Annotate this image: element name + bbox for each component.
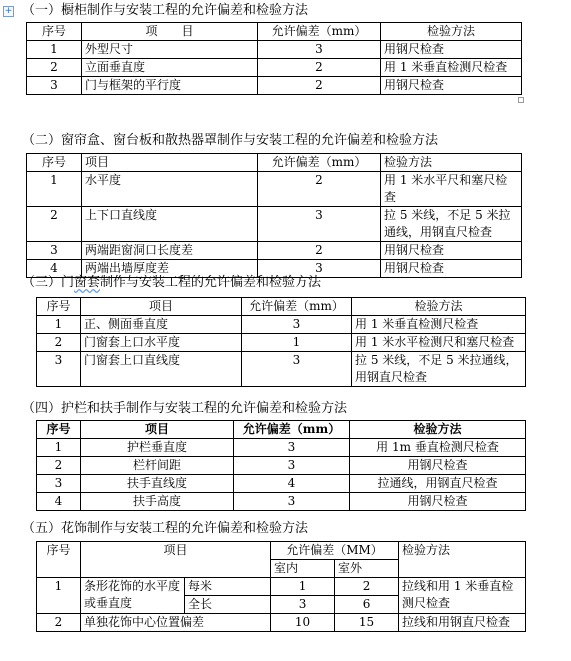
table-row <box>27 77 522 95</box>
table-header-row <box>37 542 526 560</box>
cell-no: 1 <box>37 439 81 457</box>
cell-no: 1 <box>27 172 82 207</box>
header-deviation: 允许偏差（mm） <box>242 298 352 316</box>
table-header-row <box>37 421 526 439</box>
cell-item: 条形花饰的水平度或垂直度 <box>81 578 185 614</box>
cell-method: 拉 5 米线，不足 5 米拉通线，用钢直尺检查 <box>381 207 522 242</box>
cell-no: 2 <box>27 207 82 242</box>
cell-no: 2 <box>27 59 82 77</box>
section-4-title: （四）护栏和扶手制作与安装工程的允许偏差和检验方法 <box>22 401 348 416</box>
header-method: 检验方法 <box>352 298 526 316</box>
cell-no: 2 <box>37 457 81 475</box>
cell-item: 扶手高度 <box>81 493 234 511</box>
cell-method: 拉通线，用钢直尺检查 <box>350 475 526 493</box>
header-deviation: 允许偏差（mm） <box>258 154 381 172</box>
cell-deviation: 3 <box>234 457 350 475</box>
cell-item: 水平度 <box>82 172 258 207</box>
table-header-row <box>27 23 522 41</box>
cell-method: 用钢尺检查 <box>350 457 526 475</box>
table-row <box>37 457 526 475</box>
cell-deviation: 3 <box>242 316 352 334</box>
cell-no: 2 <box>37 614 81 632</box>
table-row <box>37 352 526 387</box>
cell-indoor: 3 <box>271 596 335 614</box>
header-method: 检验方法 <box>381 23 522 41</box>
move-cross-icon[interactable]: + <box>4 6 13 16</box>
cell-no: 1 <box>37 316 81 334</box>
cell-no: 1 <box>37 578 81 614</box>
table-header-row <box>37 298 526 316</box>
cell-deviation: 2 <box>258 77 381 95</box>
cell-no: 4 <box>27 260 82 278</box>
cell-method: 拉线和用 1 米垂直检测尺检查 <box>399 578 526 614</box>
cell-no: 4 <box>37 493 81 511</box>
cell-method: 拉线和用钢直尺检查 <box>399 614 526 632</box>
header-no: 序号 <box>37 421 81 439</box>
cell-deviation: 3 <box>258 41 381 59</box>
table-row <box>37 493 526 511</box>
cell-method: 用 1m 垂直检测尺检查 <box>350 439 526 457</box>
table-row <box>27 172 522 207</box>
table-2 <box>26 153 522 278</box>
cell-item: 门与框架的平行度 <box>82 77 258 95</box>
cell-item: 外型尺寸 <box>82 41 258 59</box>
cell-no: 1 <box>27 41 82 59</box>
section-5-title: （五）花饰制作与安装工程的允许偏差和检验方法 <box>22 521 309 536</box>
cell-method: 用钢尺检查 <box>381 41 522 59</box>
cell-method: 用钢尺检查 <box>381 77 522 95</box>
cell-item: 两端距窗洞口长度差 <box>82 242 258 260</box>
table-row <box>27 59 522 77</box>
cell-no: 3 <box>27 77 82 95</box>
cell-deviation: 3 <box>258 260 381 278</box>
table-row <box>27 207 522 242</box>
cell-no: 3 <box>37 475 81 493</box>
header-method: 检验方法 <box>350 421 526 439</box>
table-row <box>37 475 526 493</box>
section-1-title: （一）橱柜制作与安装工程的允许偏差和检验方法 <box>22 3 309 18</box>
cell-deviation: 2 <box>258 59 381 77</box>
cell-item: 门窗套上口水平度 <box>81 334 242 352</box>
section-2-title: （二）窗帘盒、窗台板和散热器罩制作与安装工程的允许偏差和检验方法 <box>22 133 439 148</box>
cell-indoor: 10 <box>271 614 335 632</box>
table-header-row <box>27 154 522 172</box>
table-row <box>27 242 522 260</box>
header-method: 检验方法 <box>381 154 522 172</box>
cell-item: 正、侧面垂直度 <box>81 316 242 334</box>
cell-method: 用 1 米垂直检测尺检查 <box>381 59 522 77</box>
table-1 <box>26 22 522 95</box>
table-row <box>37 578 526 596</box>
table-row <box>37 334 526 352</box>
cell-deviation: 1 <box>242 334 352 352</box>
table-row <box>37 439 526 457</box>
cell-item: 立面垂直度 <box>82 59 258 77</box>
header-no: 序号 <box>37 542 81 578</box>
table-5 <box>36 541 526 632</box>
table-4 <box>36 420 526 511</box>
cell-item: 门窗套上口直线度 <box>81 352 242 387</box>
table-row <box>37 316 526 334</box>
cell-deviation: 2 <box>258 242 381 260</box>
section-3-title-prefix: （三）门 <box>22 275 75 290</box>
header-no: 序号 <box>37 298 81 316</box>
cell-item: 扶手直线度 <box>81 475 234 493</box>
cell-deviation: 3 <box>234 439 350 457</box>
cell-deviation: 3 <box>234 493 350 511</box>
cell-no: 3 <box>37 352 81 387</box>
cell-deviation: 2 <box>258 172 381 207</box>
cell-item: 护栏垂直度 <box>81 439 234 457</box>
header-deviation: 允许偏差（MM） <box>271 542 399 560</box>
cell-method: 用钢尺检查 <box>381 260 522 278</box>
header-item: 项目 <box>81 421 234 439</box>
cell-item: 栏杆间距 <box>81 457 234 475</box>
header-outdoor: 室外 <box>335 560 399 578</box>
header-method: 检验方法 <box>399 542 526 578</box>
cell-method: 用 1 米垂直检测尺检查 <box>352 316 526 334</box>
cell-deviation: 4 <box>234 475 350 493</box>
header-indoor: 室内 <box>271 560 335 578</box>
section-3-title <box>22 275 321 291</box>
cell-method: 拉 5 米线，不足 5 米拉通线，用钢直尺检查 <box>352 352 526 387</box>
cell-item: 两端出墙厚度差 <box>82 260 258 278</box>
cell-method: 用钢尺检查 <box>381 242 522 260</box>
cell-outdoor: 6 <box>335 596 399 614</box>
header-deviation: 允许偏差（mm） <box>234 421 350 439</box>
cell-no: 2 <box>37 334 81 352</box>
header-no: 序号 <box>27 154 82 172</box>
header-item: 项 目 <box>82 23 258 41</box>
cell-subitem: 每米 <box>185 578 271 596</box>
cell-method: 用 1 米水平尺和塞尺检查 <box>381 172 522 207</box>
cell-item: 单独花饰中心位置偏差 <box>81 614 271 632</box>
header-item: 项目 <box>81 298 242 316</box>
cell-deviation: 3 <box>242 352 352 387</box>
table-row <box>37 614 526 632</box>
cell-method: 用 1 米水平检测尺和塞尺检查 <box>352 334 526 352</box>
table-resize-handle[interactable] <box>518 97 524 103</box>
header-no: 序号 <box>27 23 82 41</box>
cell-outdoor: 2 <box>335 578 399 596</box>
header-item: 项目 <box>82 154 258 172</box>
header-item: 项目 <box>81 542 271 578</box>
table-row <box>27 41 522 59</box>
section-3-title-mark: 窗套 <box>74 275 101 290</box>
cell-no: 3 <box>27 242 82 260</box>
cell-subitem: 全长 <box>185 596 271 614</box>
cell-item: 上下口直线度 <box>82 207 258 242</box>
cell-outdoor: 15 <box>335 614 399 632</box>
cell-method: 用钢尺检查 <box>350 493 526 511</box>
cell-deviation: 3 <box>258 207 381 242</box>
section-3-title-suffix: 制作与安装工程的允许偏差和检验方法 <box>100 275 322 290</box>
header-deviation: 允许偏差（mm） <box>258 23 381 41</box>
cell-indoor: 1 <box>271 578 335 596</box>
table-3 <box>36 297 526 387</box>
